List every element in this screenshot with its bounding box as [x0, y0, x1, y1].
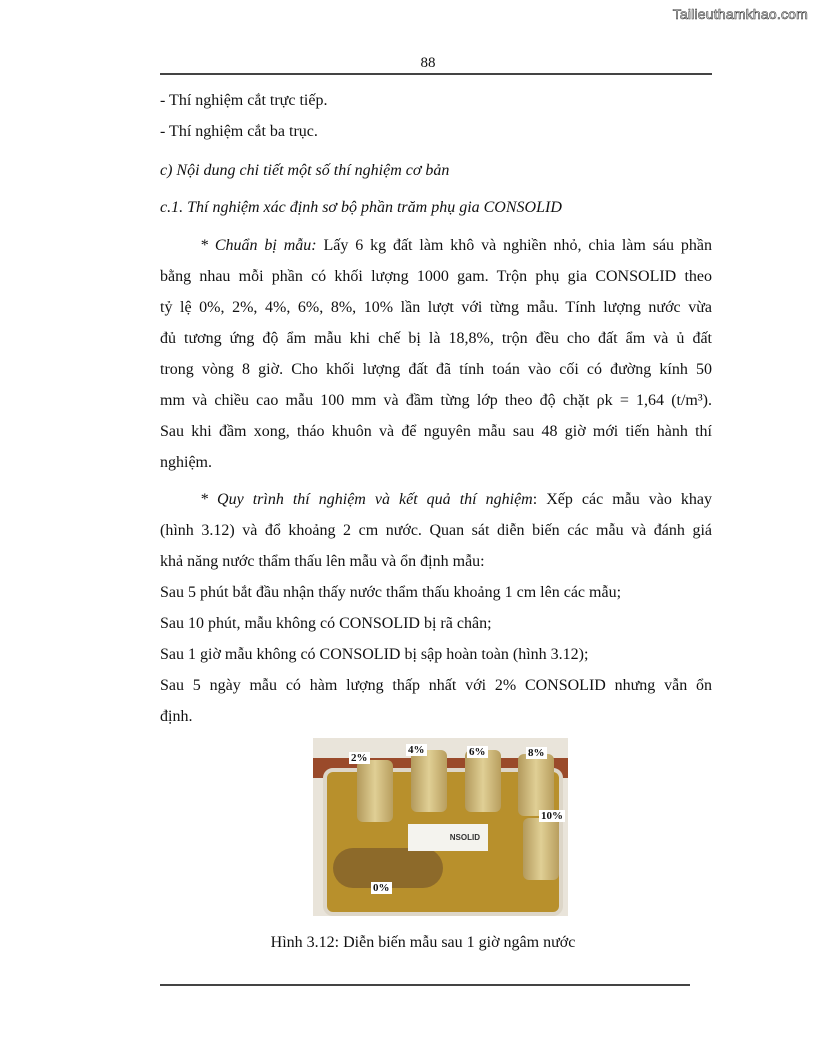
para-label: * Chuẩn bị mẫu: — [200, 237, 317, 254]
paragraph-line: Sau 5 phút bắt đầu nhận thấy nước thẩm thấu khoảng 1 cm lên các mẫu; — [160, 584, 622, 601]
paragraph-line: tỷ lệ 0%, 2%, 4%, 6%, 8%, 10% lần lượt với từng mẫu. Tính lượng nước vừa — [160, 299, 712, 316]
paragraph-procedure — [160, 484, 712, 732]
page-number: 88 — [420, 55, 436, 71]
sample-cylinder — [518, 754, 554, 816]
paragraph-line — [160, 230, 712, 261]
label-2pct: 2% — [351, 752, 368, 764]
paragraph-line: bằng nhau mỗi phần có khối lượng 1000 gam. Trộn phụ gia CONSOLID theo — [160, 268, 712, 285]
paragraph-line — [160, 484, 712, 515]
label-0pct: 0% — [373, 882, 390, 894]
subsection-heading — [160, 192, 712, 223]
watermark: Tailieuthamkhao.com — [672, 6, 808, 22]
figure-caption: Hình 3.12: Diễn biến mẫu sau 1 giờ ngâm nước — [270, 934, 576, 951]
paragraph-line: đủ tương ứng độ ẩm mẫu khi chế bị là 18,8%, trộn đều cho đất ẩm và ủ đất — [160, 330, 712, 347]
paragraph-line: Sau 1 giờ mẫu không có CONSOLID bị sập hoàn toàn (hình 3.12); — [160, 646, 589, 663]
paragraph-line: Sau 10 phút, mẫu không có CONSOLID bị rã chân; — [160, 615, 492, 632]
heading-c: c) Nội dung chi tiết một số thí nghiệm cơ bản — [160, 162, 450, 179]
para-label: * Quy trình thí nghiệm và kết quả thí nghiệm — [200, 491, 533, 508]
sample-cylinder — [357, 760, 393, 822]
paragraph-line: khả năng nước thẩm thấu lên mẫu và ổn định mẫu: — [160, 553, 485, 570]
label-10pct: 10% — [541, 810, 563, 822]
label-6pct: 6% — [469, 746, 486, 758]
line-text: : Xếp các mẫu vào khay — [532, 491, 712, 508]
sample-cylinder — [411, 750, 447, 812]
sample-cylinder — [465, 750, 501, 812]
heading-c1: c.1. Thí nghiệm xác định sơ bộ phần trăm phụ gia CONSOLID — [160, 199, 562, 216]
body-text — [160, 85, 712, 732]
paragraph-line: nghiệm. — [160, 454, 212, 471]
paragraph-line: (hình 3.12) và đổ khoảng 2 cm nước. Quan sát diễn biến các mẫu và đánh giá — [160, 522, 712, 539]
paragraph-line: Sau 5 ngày mẫu có hàm lượng thấp nhất với 2% CONSOLID nhưng vẫn ổn — [160, 677, 712, 694]
sample-cylinder — [523, 818, 559, 880]
label-4pct: 4% — [408, 744, 425, 756]
line-text: Lấy 6 kg đất làm khô và nghiền nhỏ, chia làm sáu phần — [323, 237, 713, 254]
list-item: - Thí nghiệm cắt ba trục. — [160, 123, 318, 140]
paragraph-sample-prep — [160, 230, 712, 478]
figure-photo — [313, 738, 568, 916]
paragraph-line: trong vòng 8 giờ. Cho khối lượng đất đã tính toán vào cối có đường kính 50 — [160, 361, 712, 378]
section-heading — [160, 155, 712, 186]
paragraph-line: định. — [160, 708, 193, 725]
header-rule — [160, 73, 712, 75]
paragraph-line: mm và chiều cao mẫu 100 mm và đầm từng lớp theo độ chặt ρk = 1,64 (t/m³). — [160, 392, 712, 409]
footer-rule — [160, 984, 690, 986]
label-8pct: 8% — [528, 747, 545, 759]
label-card: NSOLID — [408, 824, 488, 851]
list-item: - Thí nghiệm cắt trực tiếp. — [160, 92, 328, 109]
paragraph-line: Sau khi đầm xong, tháo khuôn và để nguyên mẫu sau 48 giờ mới tiến hành thí — [160, 423, 712, 440]
